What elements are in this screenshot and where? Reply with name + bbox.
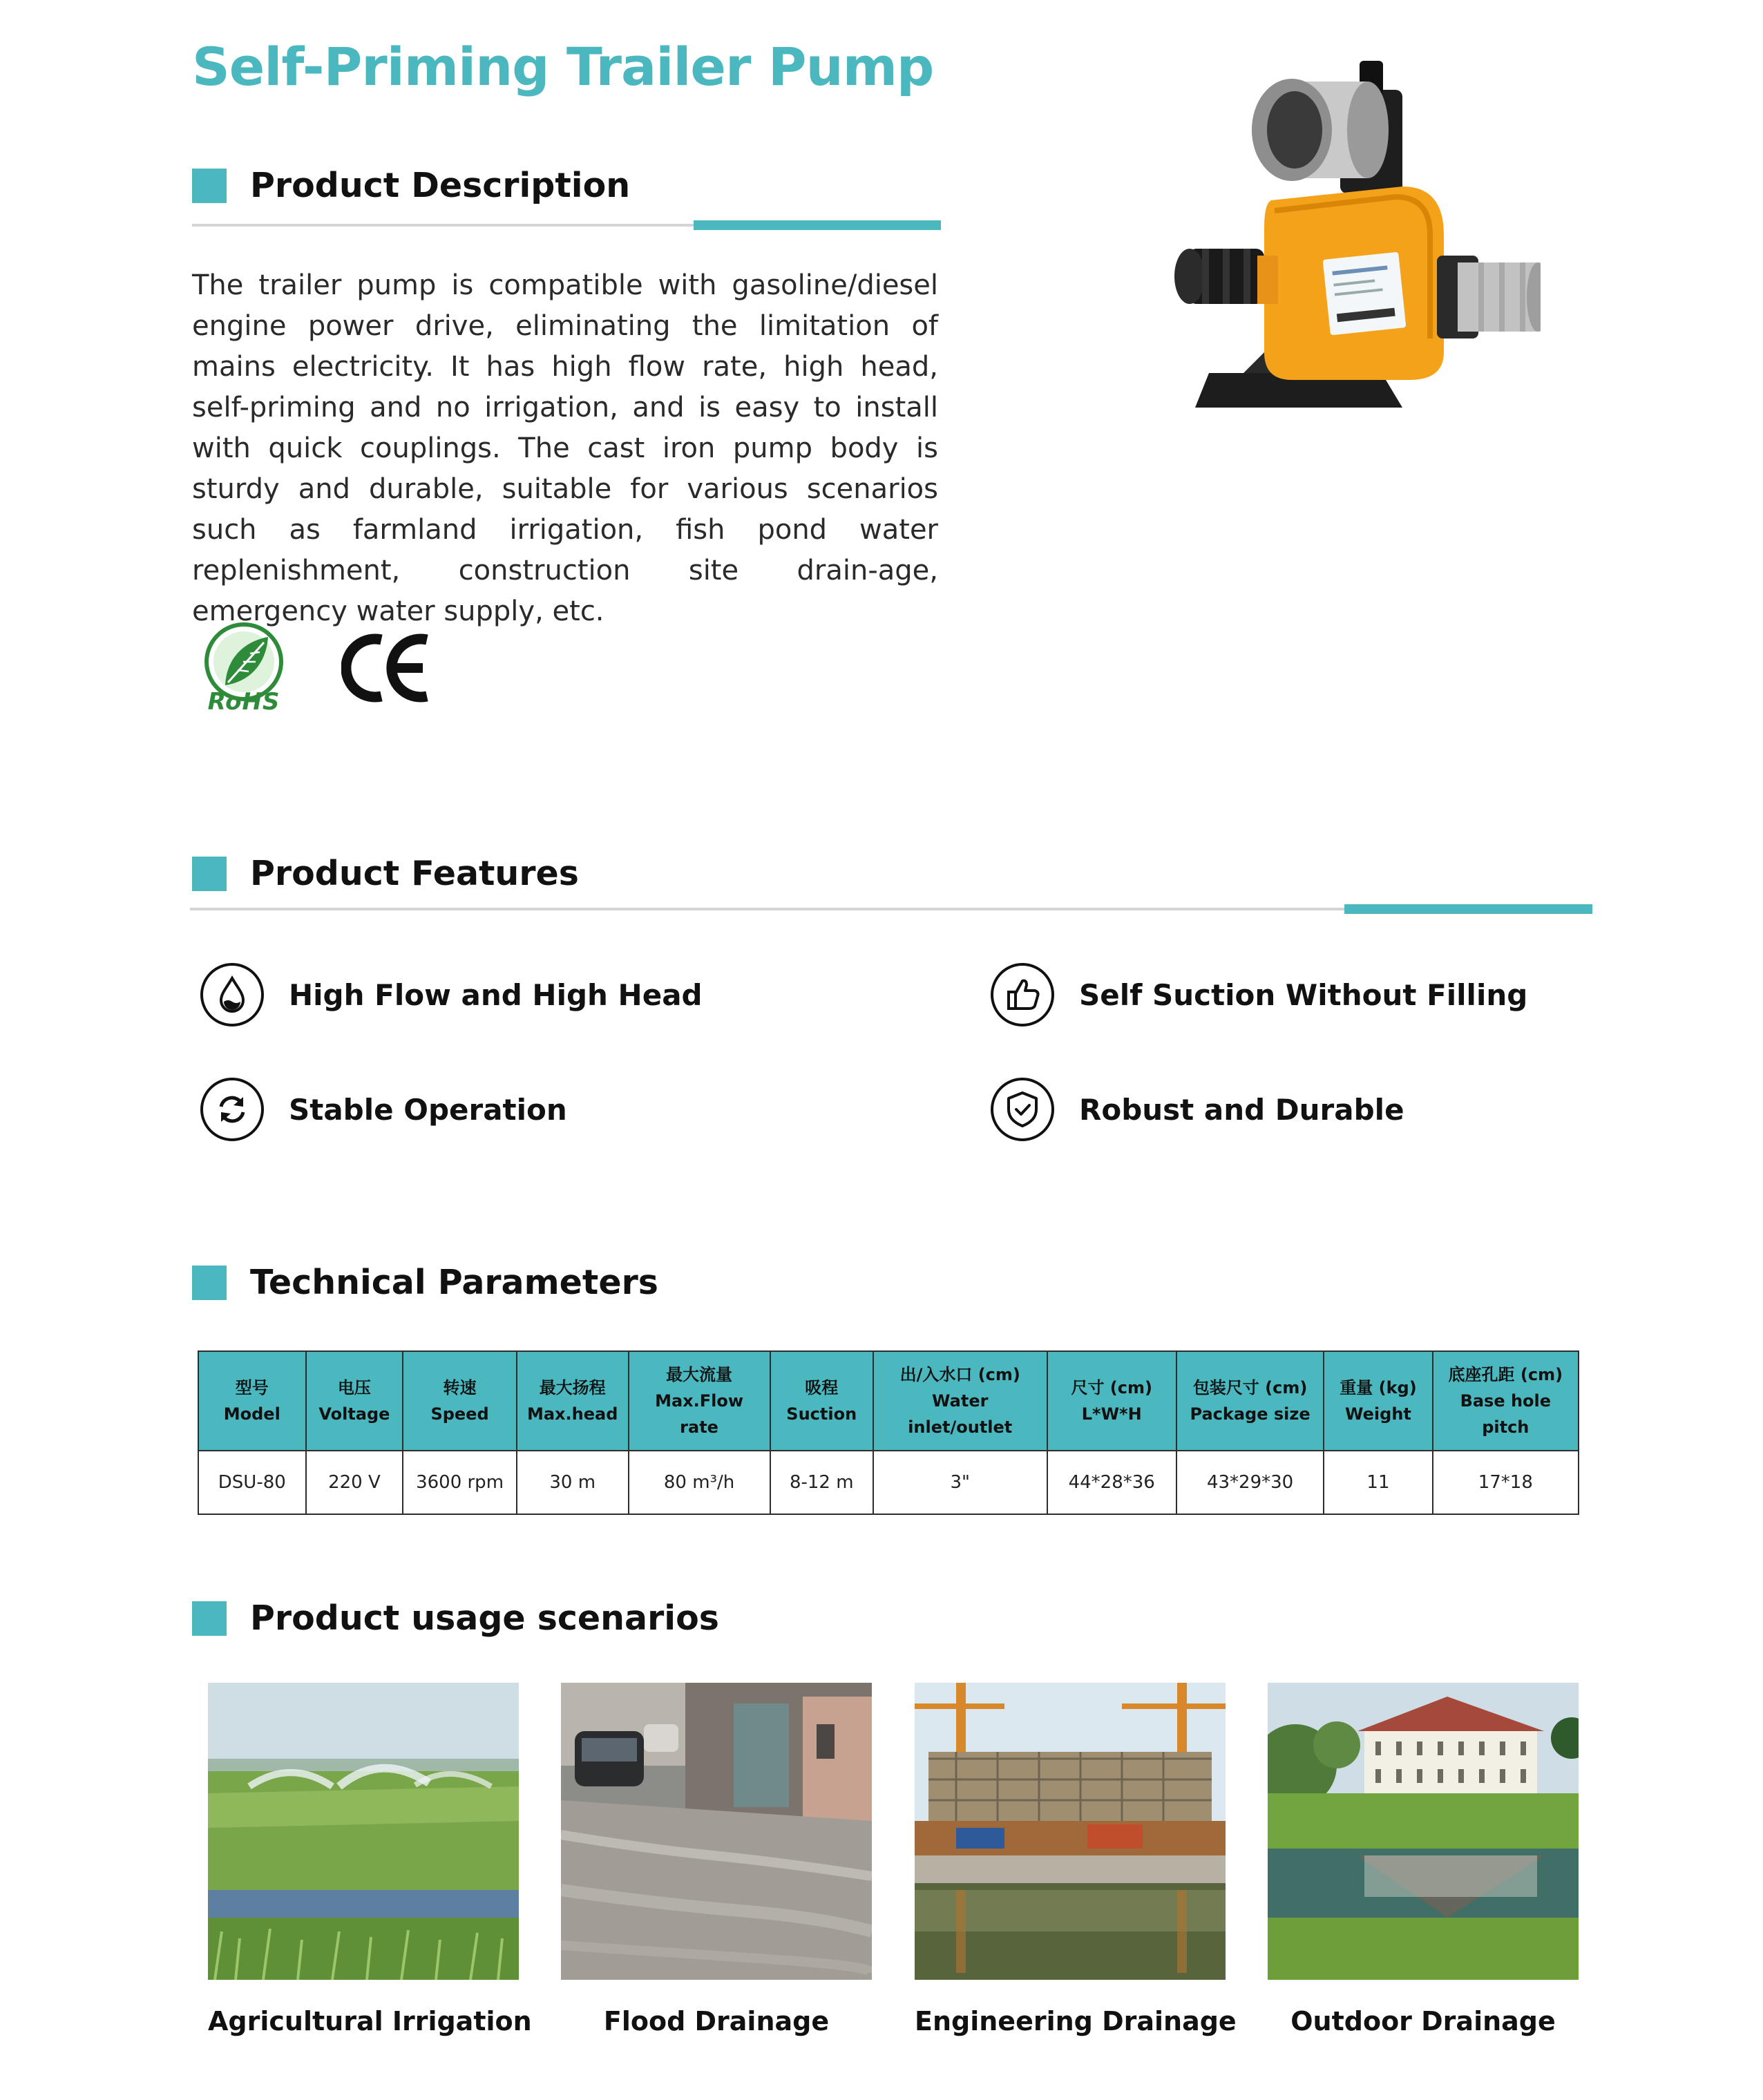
table-row xyxy=(198,1451,1579,1514)
table-header-cell xyxy=(1047,1351,1176,1451)
rohs-logo xyxy=(198,622,290,714)
outdoor-drainage-photo xyxy=(1268,1683,1579,1980)
rohs-text: RoHS xyxy=(207,688,280,716)
header-zh: 底座孔距 (cm) xyxy=(1448,1365,1563,1384)
description-text: The trailer pump is compatible with gasoline/diesel engine power drive, eliminating the limitation of mains electricity. It has high flow rate, high head, self-priming and no irrigation, and is easy to install with quick couplings. The cast iron pump body is sturdy and durable, suitable for various scenarios such as farmland irrigation, fish pond water replenishment, construction site drain-age, emergency water supply, etc. xyxy=(192,269,938,627)
feature-stable-operation xyxy=(200,1078,567,1141)
header-zh: 吸程 xyxy=(805,1378,839,1397)
agricultural-irrigation-photo xyxy=(208,1683,519,1980)
header-en: Base hole pitch xyxy=(1460,1391,1552,1437)
header-zh: 最大扬程 xyxy=(539,1378,606,1397)
description-heading-label: Product Description xyxy=(250,166,631,205)
table-header-cell xyxy=(517,1351,629,1451)
page-title: Self-Priming Trailer Pump xyxy=(192,36,934,97)
table-header-cell xyxy=(1433,1351,1579,1451)
feature-self-suction xyxy=(991,963,1527,1027)
table-cell: 220 V xyxy=(306,1451,403,1514)
header-en: Package size xyxy=(1190,1404,1311,1424)
description-heading xyxy=(192,166,630,205)
header-zh: 型号 xyxy=(235,1378,269,1397)
table-header-cell xyxy=(1176,1351,1324,1451)
table-cell: 17*18 xyxy=(1433,1451,1579,1514)
engineering-drainage-photo xyxy=(915,1683,1226,1980)
section-marker xyxy=(192,1266,227,1300)
header-en: Max.Flow rate xyxy=(655,1391,744,1437)
table-cell: 8-12 m xyxy=(770,1451,873,1514)
scenario-caption: Outdoor Drainage xyxy=(1290,2006,1556,2036)
scenario-engineering-drainage xyxy=(915,1683,1237,2036)
table-header-cell xyxy=(198,1351,306,1451)
thumbs-up-icon xyxy=(991,963,1054,1027)
scenario-caption: Flood Drainage xyxy=(603,2006,830,2036)
ce-mark-icon xyxy=(341,630,434,706)
header-en: Speed xyxy=(430,1404,489,1424)
ce-mark xyxy=(341,630,434,706)
scenario-agricultural-irrigation xyxy=(208,1683,532,2036)
scenario-caption: Agricultural Irrigation xyxy=(208,2006,532,2036)
feature-label: Self Suction Without Filling xyxy=(1079,977,1528,1012)
feature-label: Robust and Durable xyxy=(1079,1092,1404,1127)
table-header-cell xyxy=(629,1351,770,1451)
features-rule-accent xyxy=(1344,904,1592,914)
parameters-heading xyxy=(192,1263,658,1302)
header-zh: 尺寸 (cm) xyxy=(1071,1378,1152,1397)
scenario-flood-drainage xyxy=(561,1683,872,2036)
header-zh: 包装尺寸 (cm) xyxy=(1192,1378,1308,1397)
table-header-cell xyxy=(306,1351,403,1451)
scenarios-heading xyxy=(192,1598,719,1638)
parameters-table xyxy=(198,1350,1579,1515)
header-en: Suction xyxy=(786,1404,857,1424)
parameters-heading-label: Technical Parameters xyxy=(250,1263,658,1302)
table-cell: 44*28*36 xyxy=(1047,1451,1176,1514)
header-zh: 最大流量 xyxy=(666,1365,733,1384)
section-marker xyxy=(192,169,227,203)
table-cell: 80 m³/h xyxy=(629,1451,770,1514)
feature-label: High Flow and High Head xyxy=(289,977,703,1012)
scenarios-heading-label: Product usage scenarios xyxy=(250,1598,719,1638)
header-en: L*W*H xyxy=(1081,1404,1142,1424)
header-en: Weight xyxy=(1345,1404,1411,1424)
header-zh: 电压 xyxy=(337,1378,371,1397)
features-heading xyxy=(192,854,579,893)
shield-check-icon xyxy=(991,1078,1054,1141)
feature-high-flow xyxy=(200,963,703,1027)
table-header-cell xyxy=(770,1351,873,1451)
flood-drainage-photo xyxy=(561,1683,872,1980)
feature-label: Stable Operation xyxy=(289,1092,567,1127)
header-en: Water inlet/outlet xyxy=(908,1391,1013,1437)
header-en: Voltage xyxy=(318,1404,390,1424)
header-en: Model xyxy=(223,1404,280,1424)
scenario-outdoor-drainage xyxy=(1268,1683,1579,2036)
table-header-cell xyxy=(403,1351,517,1451)
section-marker xyxy=(192,857,227,891)
refresh-icon xyxy=(200,1078,264,1141)
table-header-row xyxy=(198,1351,1579,1451)
table-header-cell xyxy=(1324,1351,1432,1451)
pump-illustration xyxy=(1154,48,1541,435)
table-cell: 11 xyxy=(1324,1451,1432,1514)
product-image xyxy=(1154,48,1541,435)
description-rule-accent xyxy=(694,220,941,230)
table-cell: 3600 rpm xyxy=(403,1451,517,1514)
header-zh: 转速 xyxy=(443,1378,477,1397)
water-drop-icon xyxy=(200,963,264,1027)
feature-robust xyxy=(991,1078,1404,1141)
table-header-cell xyxy=(873,1351,1047,1451)
table-cell: 30 m xyxy=(517,1451,629,1514)
header-zh: 出/入水口 (cm) xyxy=(899,1365,1020,1384)
section-marker xyxy=(192,1601,227,1636)
features-heading-label: Product Features xyxy=(250,854,579,893)
header-zh: 重量 (kg) xyxy=(1340,1378,1417,1397)
header-en: Max.head xyxy=(526,1404,618,1424)
table-cell: 3" xyxy=(873,1451,1047,1514)
table-cell: DSU-80 xyxy=(198,1451,306,1514)
scenario-caption: Engineering Drainage xyxy=(915,2006,1237,2036)
table-cell: 43*29*30 xyxy=(1176,1451,1324,1514)
